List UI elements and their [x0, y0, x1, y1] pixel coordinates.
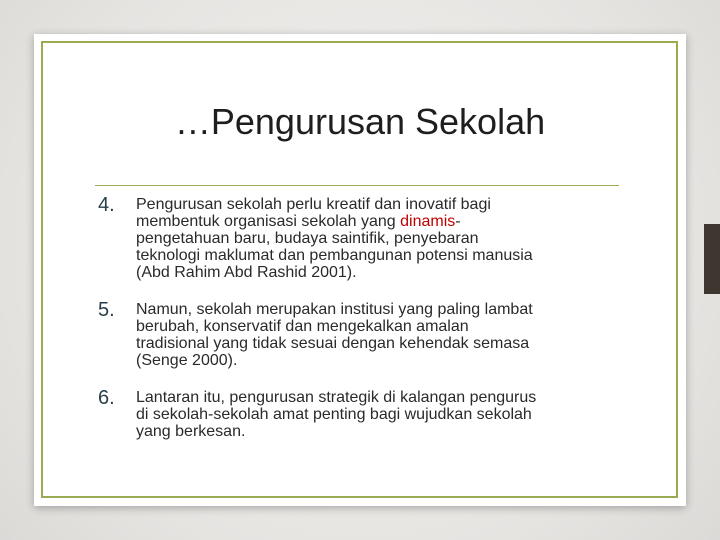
title-divider [95, 185, 619, 186]
line-text: Namun, sekolah merupakan institusi yang paling lambat [136, 301, 533, 318]
text-line [136, 406, 618, 423]
text-line [136, 196, 618, 213]
highlighted-word: dinamis [400, 213, 456, 230]
slide-title: …Pengurusan Sekolah [174, 101, 546, 142]
side-tab-decoration [704, 224, 720, 294]
line-text: di sekolah-sekolah amat penting bagi wujudkan sekolah [136, 406, 532, 423]
line-text: tradisional yang tidak sesuai dengan kehendak semasa [136, 335, 530, 352]
text-line [136, 352, 618, 369]
line-text: Lantaran itu, pengurusan strategik di kalangan pengurus [136, 389, 537, 406]
text-line [136, 264, 618, 281]
list-item [98, 301, 618, 369]
text-line [136, 423, 618, 440]
text-line [136, 318, 618, 335]
bullet-list [98, 196, 618, 460]
item-number: 6. [98, 387, 115, 409]
list-item [98, 389, 618, 440]
text-line [136, 301, 618, 318]
text-line [136, 230, 618, 247]
line-text: Pengurusan sekolah perlu kreatif dan inovatif bagi [136, 196, 491, 213]
item-number: 4. [98, 194, 115, 216]
line-text: berubah, konservatif dan mengekalkan amalan [136, 318, 469, 335]
text-line [136, 247, 618, 264]
item-text [136, 196, 618, 281]
line-text: pengetahuan baru, budaya saintifik, penyebaran [136, 230, 479, 247]
item-text [136, 301, 618, 369]
line-text: (Abd Rahim Abd Rashid 2001). [136, 264, 357, 281]
line-text: membentuk organisasi sekolah yang [136, 213, 401, 230]
text-line [136, 389, 618, 406]
line-text: - [455, 213, 461, 230]
text-line [136, 335, 618, 352]
line-text: (Senge 2000). [136, 352, 238, 369]
list-item [98, 196, 618, 281]
item-text [136, 389, 618, 440]
line-text: teknologi maklumat dan pembangunan potensi manusia [136, 247, 533, 264]
line-text: yang berkesan. [136, 423, 246, 440]
item-number: 5. [98, 299, 115, 321]
text-line [136, 213, 618, 230]
